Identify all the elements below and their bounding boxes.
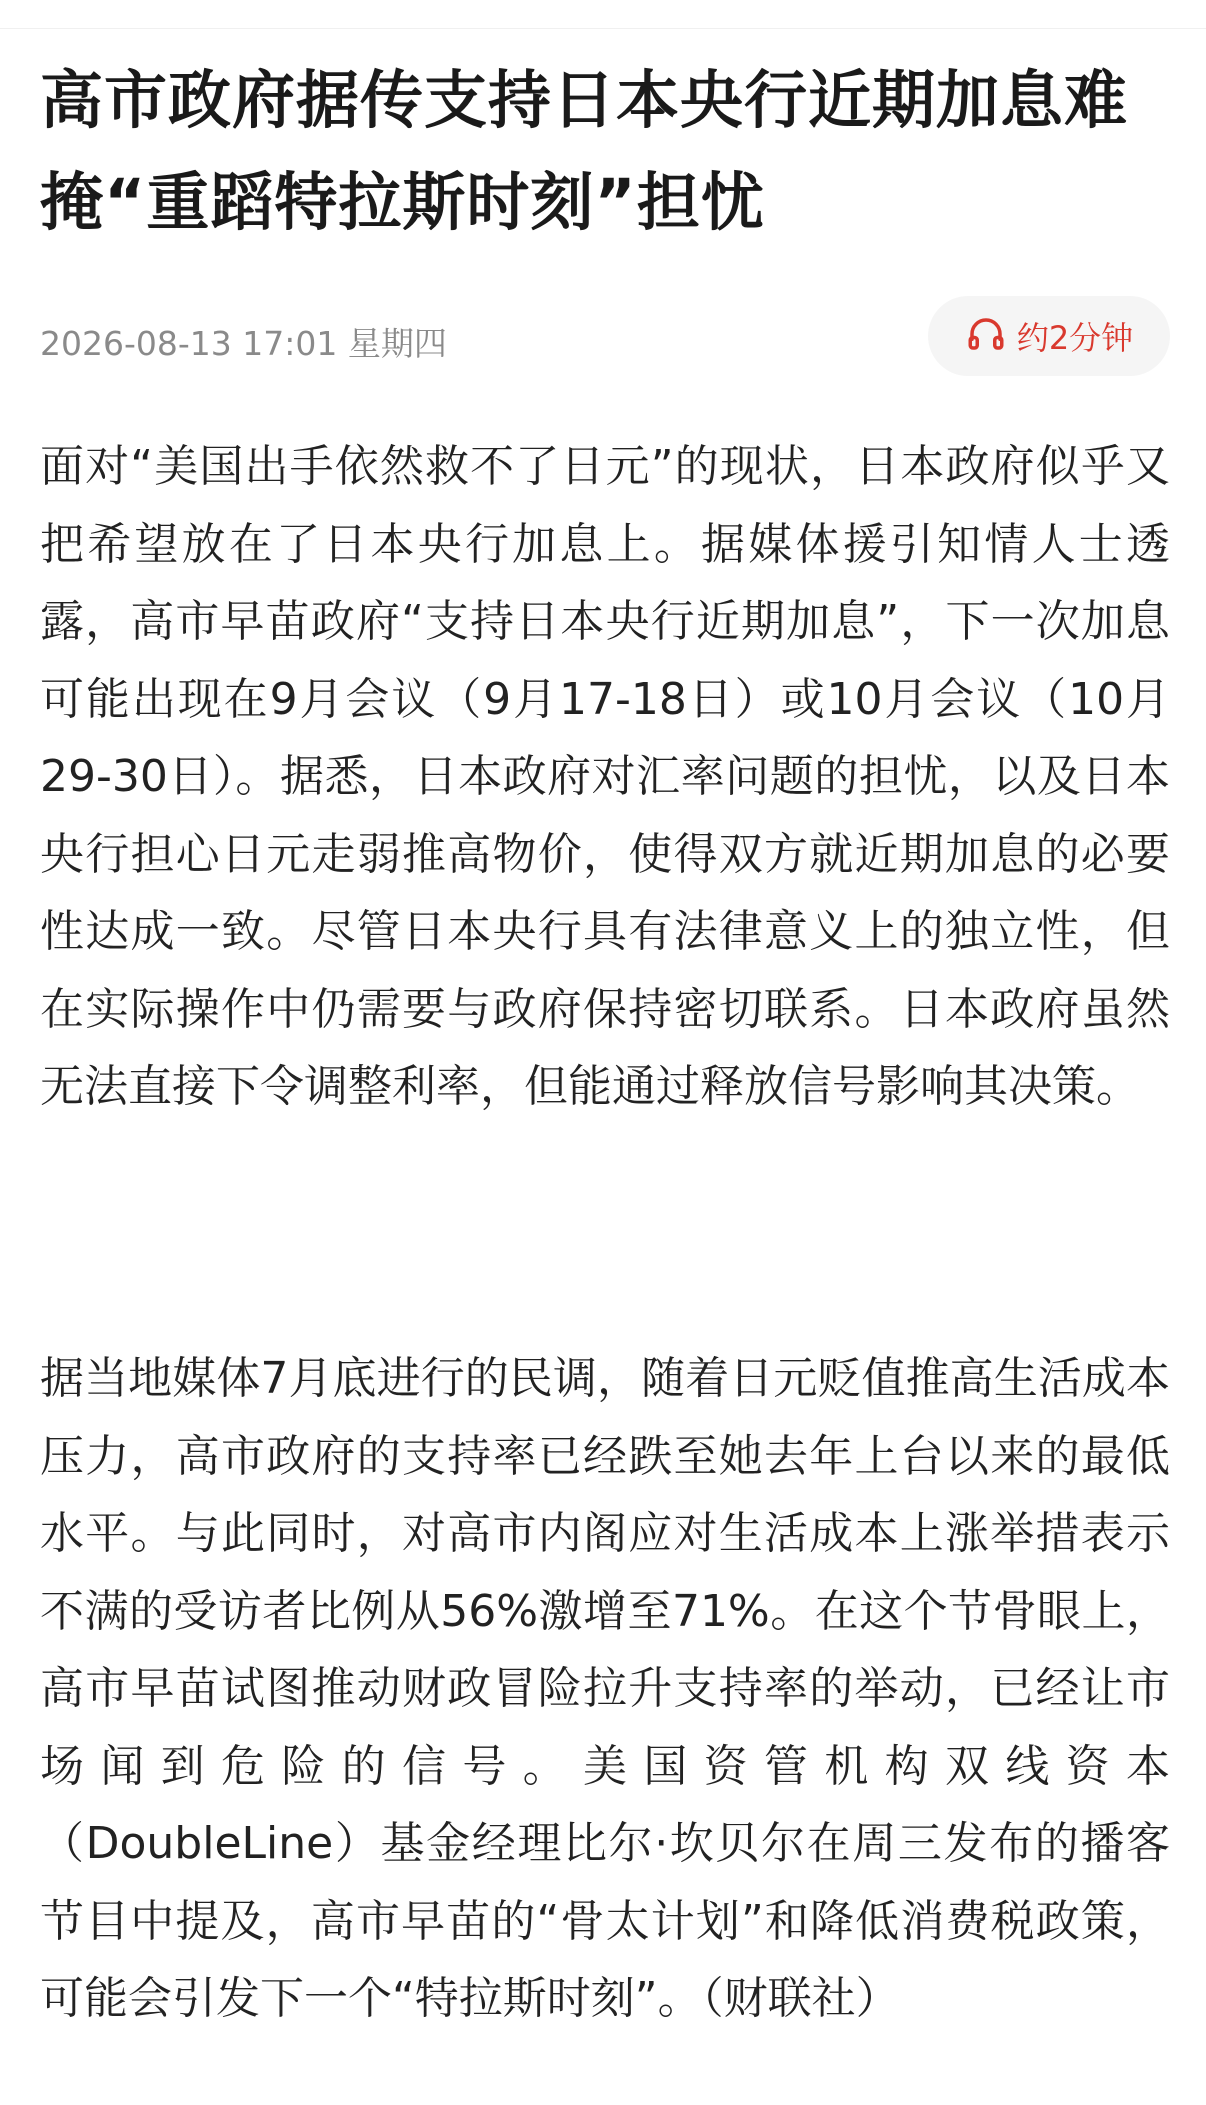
article-meta bbox=[40, 296, 1170, 376]
article-paragraph-1: 面对“美国出手依然救不了日元”的现状，日本政府似乎又把希望放在了日本央行加息上。据媒体援引知情人士透露，高市早苗政府“支持日本央行近期加息”，下一次加息可能出现在9月会议（9月17-18日）或10月会议（10月29-30日）。据悉，日本政府对汇率问题的担忧，以及日本央行担心日元走弱推高物价，使得双方就近期加息的必要性达成一致。尽管日本央行具有法律意义上的独立性，但在实际操作中仍需要与政府保持密切联系。日本政府虽然无法直接下令调整利率，但能通过释放信号影响其决策。 bbox=[40, 441, 1170, 1112]
listen-button[interactable] bbox=[928, 296, 1170, 376]
article-title: 高市政府据传支持日本央行近期加息难掩“重蹈特拉斯时刻”担忧 bbox=[40, 64, 1128, 239]
article-paragraph-2: 据当地媒体7月底进行的民调，随着日元贬值推高生活成本压力，高市政府的支持率已经跌至她去年上台以来的最低水平。与此同时，对高市内阁应对生活成本上涨举措表示不满的受访者比例从56%激增至71%。在这个节骨眼上，高市早苗试图推动财政冒险拉升支持率的举动，已经让市场闻到危险的信号。美国资管机构双线资本（DoubleLine）基金经理比尔·坎贝尔在周三发布的播客节目中提及，高市早苗的“骨太计划”和降低消费税政策，可能会引发下一个“特拉斯时刻”。（财联社） bbox=[40, 1353, 1170, 2024]
headphones-icon bbox=[965, 313, 1007, 359]
listen-duration-label: 约2分钟 bbox=[1016, 319, 1134, 357]
publish-date: 2026-08-13 17:01 星期四 bbox=[40, 324, 447, 363]
top-divider bbox=[0, 0, 1206, 29]
